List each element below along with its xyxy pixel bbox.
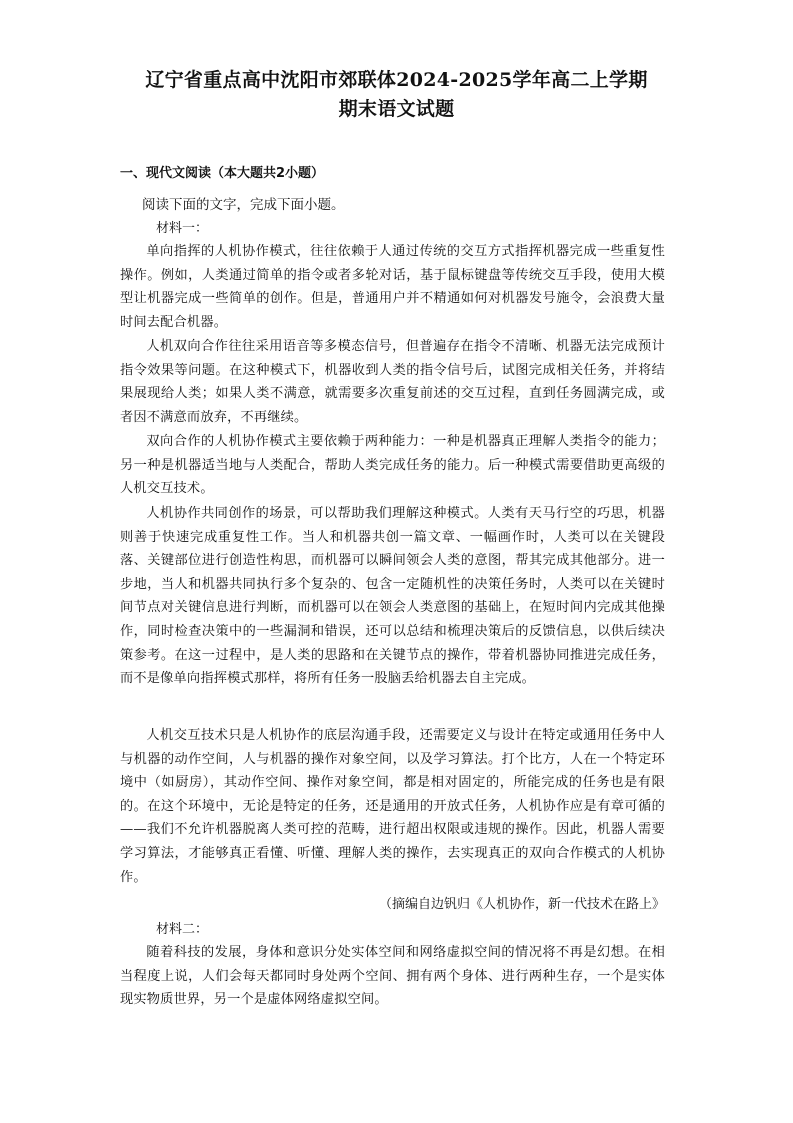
source-note: （摘编自边钒归《人机协作，新一代技术在路上》	[378, 897, 665, 912]
paragraph-2: 人机双向合作往往采用语音等多模态信号，但普遍存在指令不清晰、机器无法完成预计指令效果等问题。在这种模式下，机器收到人类的指令信号后，试图完成相关任务，并将结果展现给人类；如果人类不满意，就需要多次重复前述的交互过程，直到任务圆满完成，或者因不满意而放弃，不再继续。	[120, 339, 665, 425]
paragraph-4: 人机协作共同创作的场景，可以帮助我们理解这种模式。人类有天马行空的巧思，机器则善于快速完成重复性工作。当人和机器共创一篇文章、一幅画作时，人类可以在关键段落、关键部位进行创造性构思，而机器可以瞬间领会人类的意图，帮其完成其他部分。进一步地，当人和机器共同执行多个复杂的、包含一定随机性的决策任务时，人类可以在关键时间节点对关键信息进行判断，而机器可以在领会人类意图的基础上，在短时间内完成其他操作，同时检查决策中的一些漏洞和错误，还可以总结和梳理决策后的反馈信息，以供后续决策参考。在这一过程中，是人类的思路和在关键节点的操作，带着机器协同推进完成任务，而不是像单向指挥模式那样，将所有任务一股脑丢给机器去自主完成。	[120, 506, 665, 687]
material-1-label: 材料一：	[156, 221, 209, 236]
paragraph-5: 人机交互技术只是人机协作的底层沟通手段，还需要定义与设计在特定或通用任务中人与机器的动作空间，人与机器的操作对象空间，以及学习算法。打个比方，人在一个特定环境中（如厨房），其动作空间、操作对象空间，都是相对固定的，所能完成的任务也是有限的。在这个环境中，无论是特定的任务，还是通用的开放式任务，人机协作应是有章可循的——我们不允许机器脱离人类可控的范畴，进行超出权限或违规的操作。因此，机器人需要学习算法，才能够真正看懂、听懂、理解人类的操作，去实现真正的双向合作模式的人机协作。	[120, 728, 665, 885]
paragraph-3: 双向合作的人机协作模式主要依赖于两种能力：一种是机器真正理解人类指令的能力；另一种是机器适当地与人类配合，帮助人类完成任务的能力。后一种模式需要借助更高级的人机交互技术。	[120, 434, 665, 497]
paragraph-1: 单向指挥的人机协作模式，往往依赖于人通过传统的交互方式指挥机器完成一些重复性操作。例如，人类通过简单的指令或者多轮对话，基于鼠标键盘等传统交互手段，使用大模型让机器完成一些简单的创作。但是，普通用户并不精通如何对机器发号施令，会浪费大量时间去配合机器。	[120, 244, 665, 330]
material-2-paragraph: 随着科技的发展，身体和意识分处实体空间和网络虚拟空间的情况将不再是幻想。在相当程度上说，人们会每天都同时身处两个空间、拥有两个身体、进行两种生存，一个是实体现实物质世界，另一个是虚体网络虚拟空间。	[120, 945, 665, 1008]
title-line-2: 期末语文试题	[338, 98, 455, 120]
section-heading: 一、现代文阅读（本大题共2小题）	[120, 166, 325, 181]
reading-instruction: 阅读下面的文字，完成下面小题。	[142, 197, 345, 213]
document-title	[100, 66, 693, 124]
material-2-label: 材料二：	[156, 922, 209, 937]
title-line-1: 辽宁省重点高中沈阳市郊联体2024-2025学年高二上学期	[145, 69, 648, 91]
